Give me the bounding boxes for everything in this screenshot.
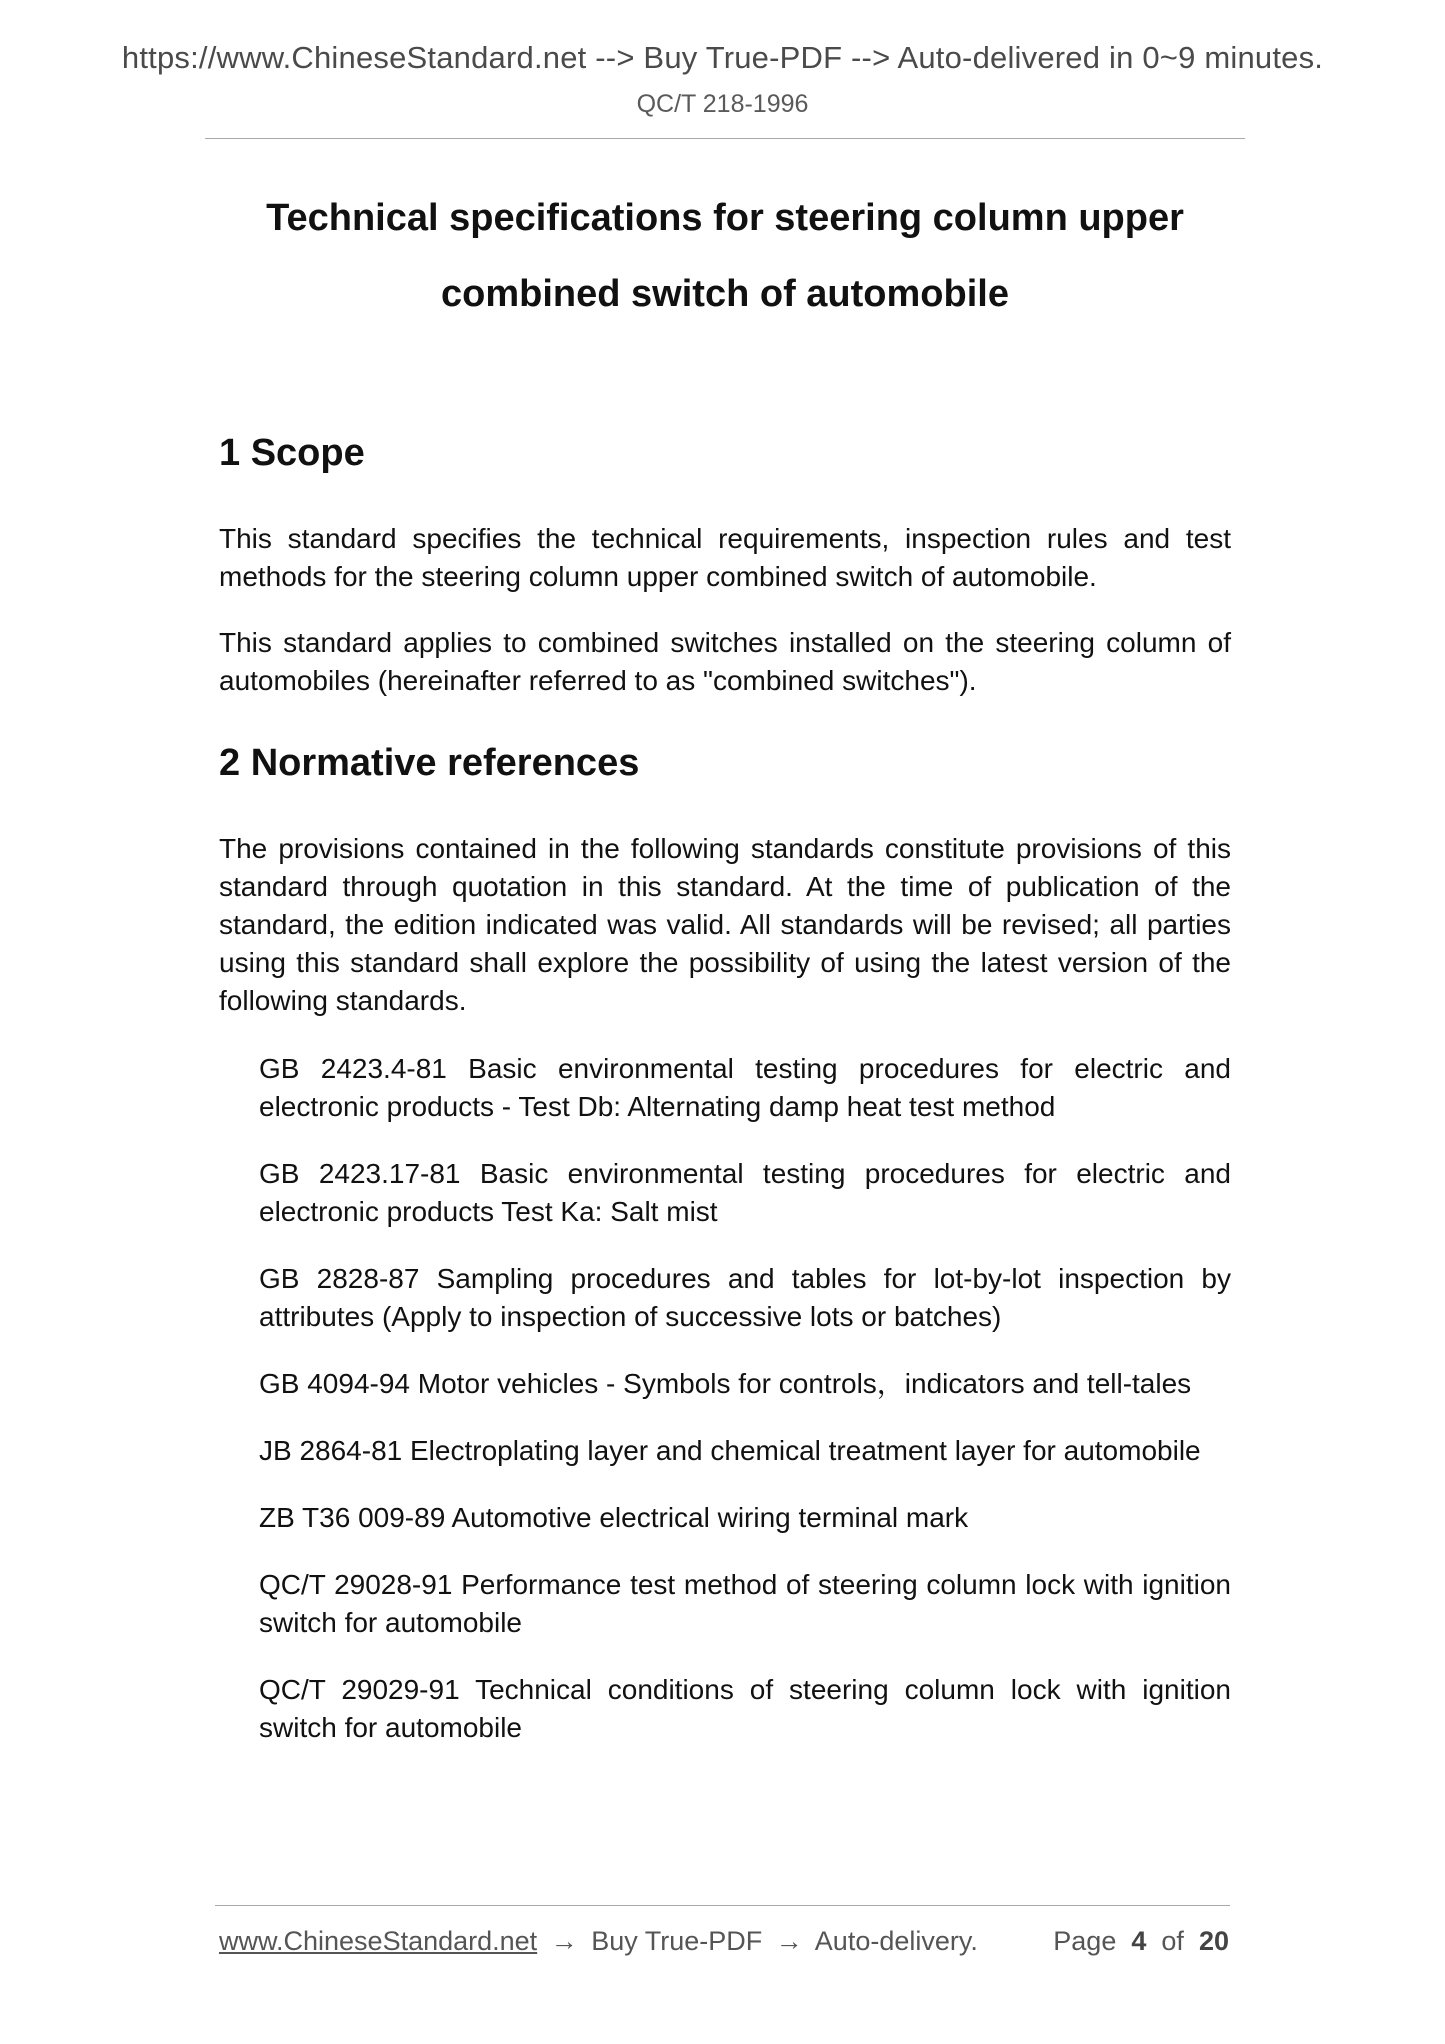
footer-site-link[interactable]: www.ChineseStandard.net <box>219 1926 538 1956</box>
reference-list <box>219 1050 1231 1747</box>
top-banner[interactable]: https://www.ChineseStandard.net --> Buy True-PDF --> Auto-delivered in 0~9 minutes. <box>121 40 1324 75</box>
title-line-1: Technical specifications for steering column upper <box>266 197 1184 239</box>
title-line-2: combined switch of automobile <box>441 273 1009 315</box>
reference-item: GB 4094-94 Motor vehicles - Symbols for controls，indicators and tell-tales <box>259 1368 1192 1399</box>
reference-item: QC/T 29029-91 Technical conditions of steering column lock with ignition switch for automobile <box>259 1674 1231 1743</box>
scope-paragraph-2: This standard applies to combined switches installed on the steering column of automobiles (hereinafter referred to as "combined switches"). <box>219 627 1231 696</box>
footer-delivery-text: Auto-delivery. <box>814 1926 978 1956</box>
header-divider <box>205 138 1245 139</box>
page-indicator <box>1053 1926 1229 1957</box>
footer <box>219 1926 1229 1957</box>
footer-buy-text: Buy True-PDF <box>591 1926 763 1956</box>
scope-paragraph-1: This standard specifies the technical requirements, inspection rules and test methods for the steering column upper combined switch of automobile. <box>219 523 1231 592</box>
document-content <box>219 430 1231 1776</box>
references-intro-paragraph: The provisions contained in the following standards constitute provisions of this standard through quotation in this standard. At the time of publication of the standard, the edition indicated was valid. All standards will be revised; all parties using this standard shall explore the possibility of using the latest version of the following standards. <box>219 833 1231 1016</box>
section-heading-normative-references: 2 Normative references <box>219 742 640 784</box>
page-label: Page <box>1053 1926 1117 1956</box>
section-heading-scope: 1 Scope <box>219 432 365 474</box>
right-arrow-icon: → <box>775 1926 803 1956</box>
reference-item: JB 2864-81 Electroplating layer and chemical treatment layer for automobile <box>259 1435 1201 1466</box>
reference-item: GB 2828-87 Sampling procedures and tables for lot-by-lot inspection by attributes (Apply to inspection of successive lots or batches) <box>259 1263 1231 1332</box>
reference-item: GB 2423.17-81 Basic environmental testing procedures for electric and electronic products Test Ka: Salt mist <box>259 1158 1231 1227</box>
reference-item: QC/T 29028-91 Performance test method of steering column lock with ignition switch for automobile <box>259 1569 1231 1638</box>
page-current: 4 <box>1131 1926 1147 1956</box>
page-of-label: of <box>1161 1926 1184 1956</box>
reference-item: GB 2423.4-81 Basic environmental testing procedures for electric and electronic products - Test Db: Alternating damp heat test method <box>259 1053 1231 1122</box>
reference-item: ZB T36 009-89 Automotive electrical wiring terminal mark <box>259 1502 969 1533</box>
footer-divider <box>215 1905 1230 1906</box>
document-title <box>205 180 1245 332</box>
page-total: 20 <box>1198 1926 1229 1956</box>
right-arrow-icon: → <box>550 1926 578 1956</box>
standard-code: QC/T 218-1996 <box>636 90 809 118</box>
